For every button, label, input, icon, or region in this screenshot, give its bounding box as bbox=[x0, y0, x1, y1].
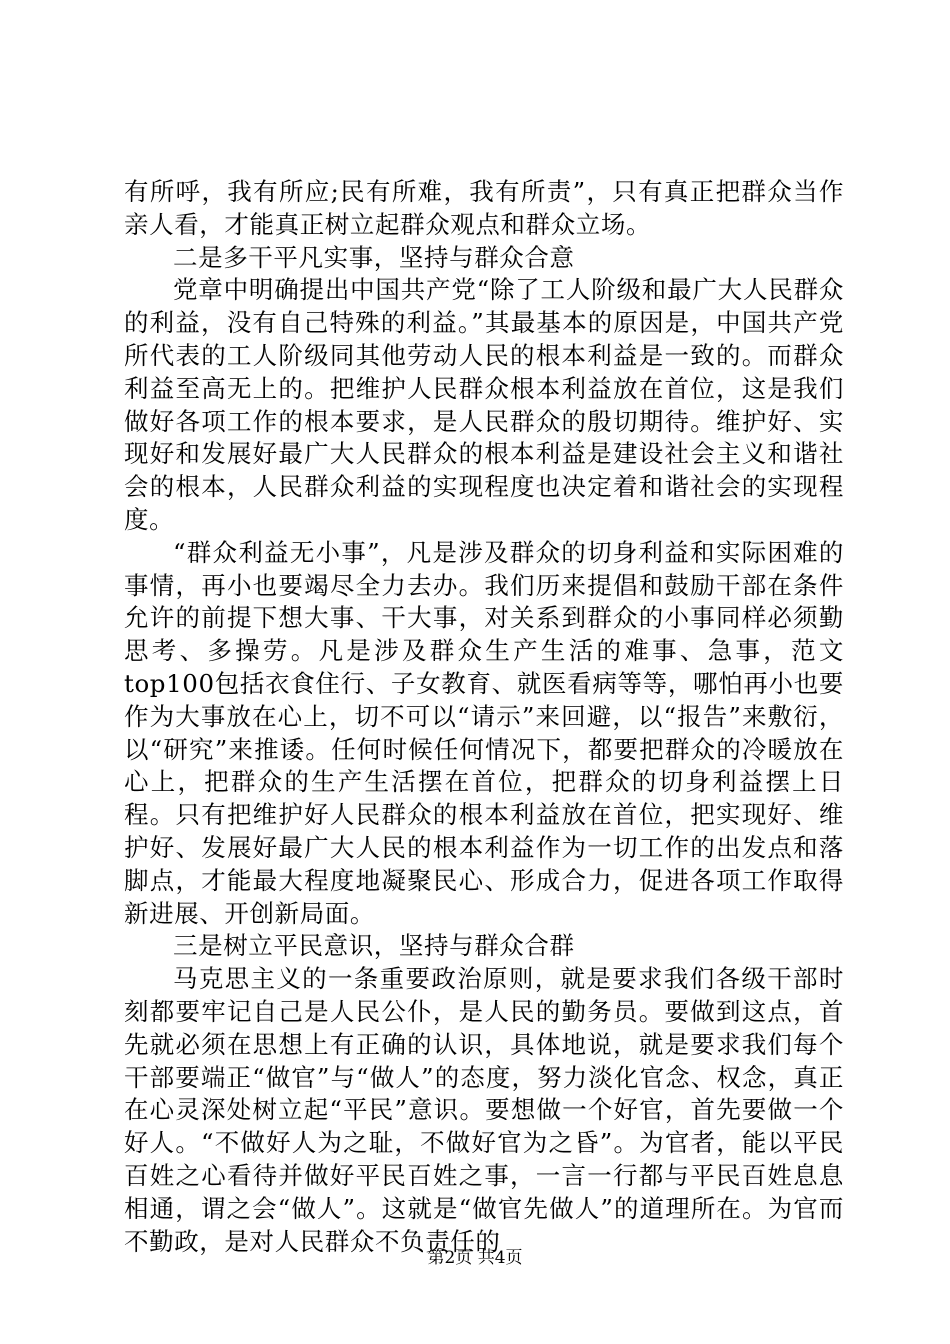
section-heading-three: 三是树立平民意识，坚持与群众合群 bbox=[173, 931, 575, 961]
paragraph-mass-interests: “群众利益无小事”，凡是涉及群众的切身利益和实际困难的事情，再小也要竭尽全力去办。我们历来提倡和鼓励干部在条件允许的前提下想大事、干大事，对关系到群众的小事同样必须勤思考、多操劳。凡是涉及群众生产生活的难事、急事，范文top100包括衣食住行、子女教育、就医看病等等，哪怕再小也要作为大事放在心上，切不可以“请示”来回避，以“报告”来敷衍，以“研究”来推诿。任何时候任何情况下，都要把群众的冷暖放在心上，把群众的生产生活摆在首位，把群众的切身利益摆上日程。只有把维护好人民群众的根本利益放在首位，把实现好、维护好、发展好最广大人民的根本利益作为一切工作的出发点和落脚点，才能最大程度地凝聚民心、形成合力，促进各项工作取得新进展、开创新局面。 bbox=[124, 537, 844, 928]
paragraph-marxism-principle: 马克思主义的一条重要政治原则，就是要求我们各级干部时刻都要牢记自己是人民公仆，是人民的勤务员。要做到这点，首先就必须在思想上有正确的认识，具体地说，就是要求我们每个干部要端正“做官”与“做人”的态度，努力淡化官念、权念，真正在心灵深处树立起“平民”意识。要想做一个好官，首先要做一个好人。“不做好人为之耻，不做好官为之昏”。为官者，能以平民百姓之心看待并做好平民百姓之事，一言一行都与平民百姓息息相通，谓之会“做人”。这就是“做官先做人”的道理所在。为官而不勤政，是对人民群众不负责任的 bbox=[124, 964, 844, 1256]
page-number-footer: 第2页 共4页 bbox=[427, 1248, 523, 1268]
paragraph-party-charter: 党章中明确提出中国共产党“除了工人阶级和最广大人民群众的利益，没有自己特殊的利益。”其最基本的原因是，中国共产党所代表的工人阶级同其他劳动人民的根本利益是一致的。而群众利益至高无上的。把维护人民群众根本利益放在首位，这是我们做好各项工作的根本要求，是人民群众的殷切期待。维护好、实现好和发展好最广大人民群众的根本利益是建设社会主义和谐社会的根本，人民群众利益的实现程度也决定着和谐社会的实现程度。 bbox=[124, 275, 844, 534]
document-body bbox=[124, 176, 844, 1258]
paragraph-continuation: 有所呼，我有所应;民有所难，我有所责”，只有真正把群众当作亲人看，才能真正树立起群众观点和群众立场。 bbox=[124, 177, 844, 239]
section-heading-two: 二是多干平凡实事，坚持与群众合意 bbox=[173, 242, 575, 272]
